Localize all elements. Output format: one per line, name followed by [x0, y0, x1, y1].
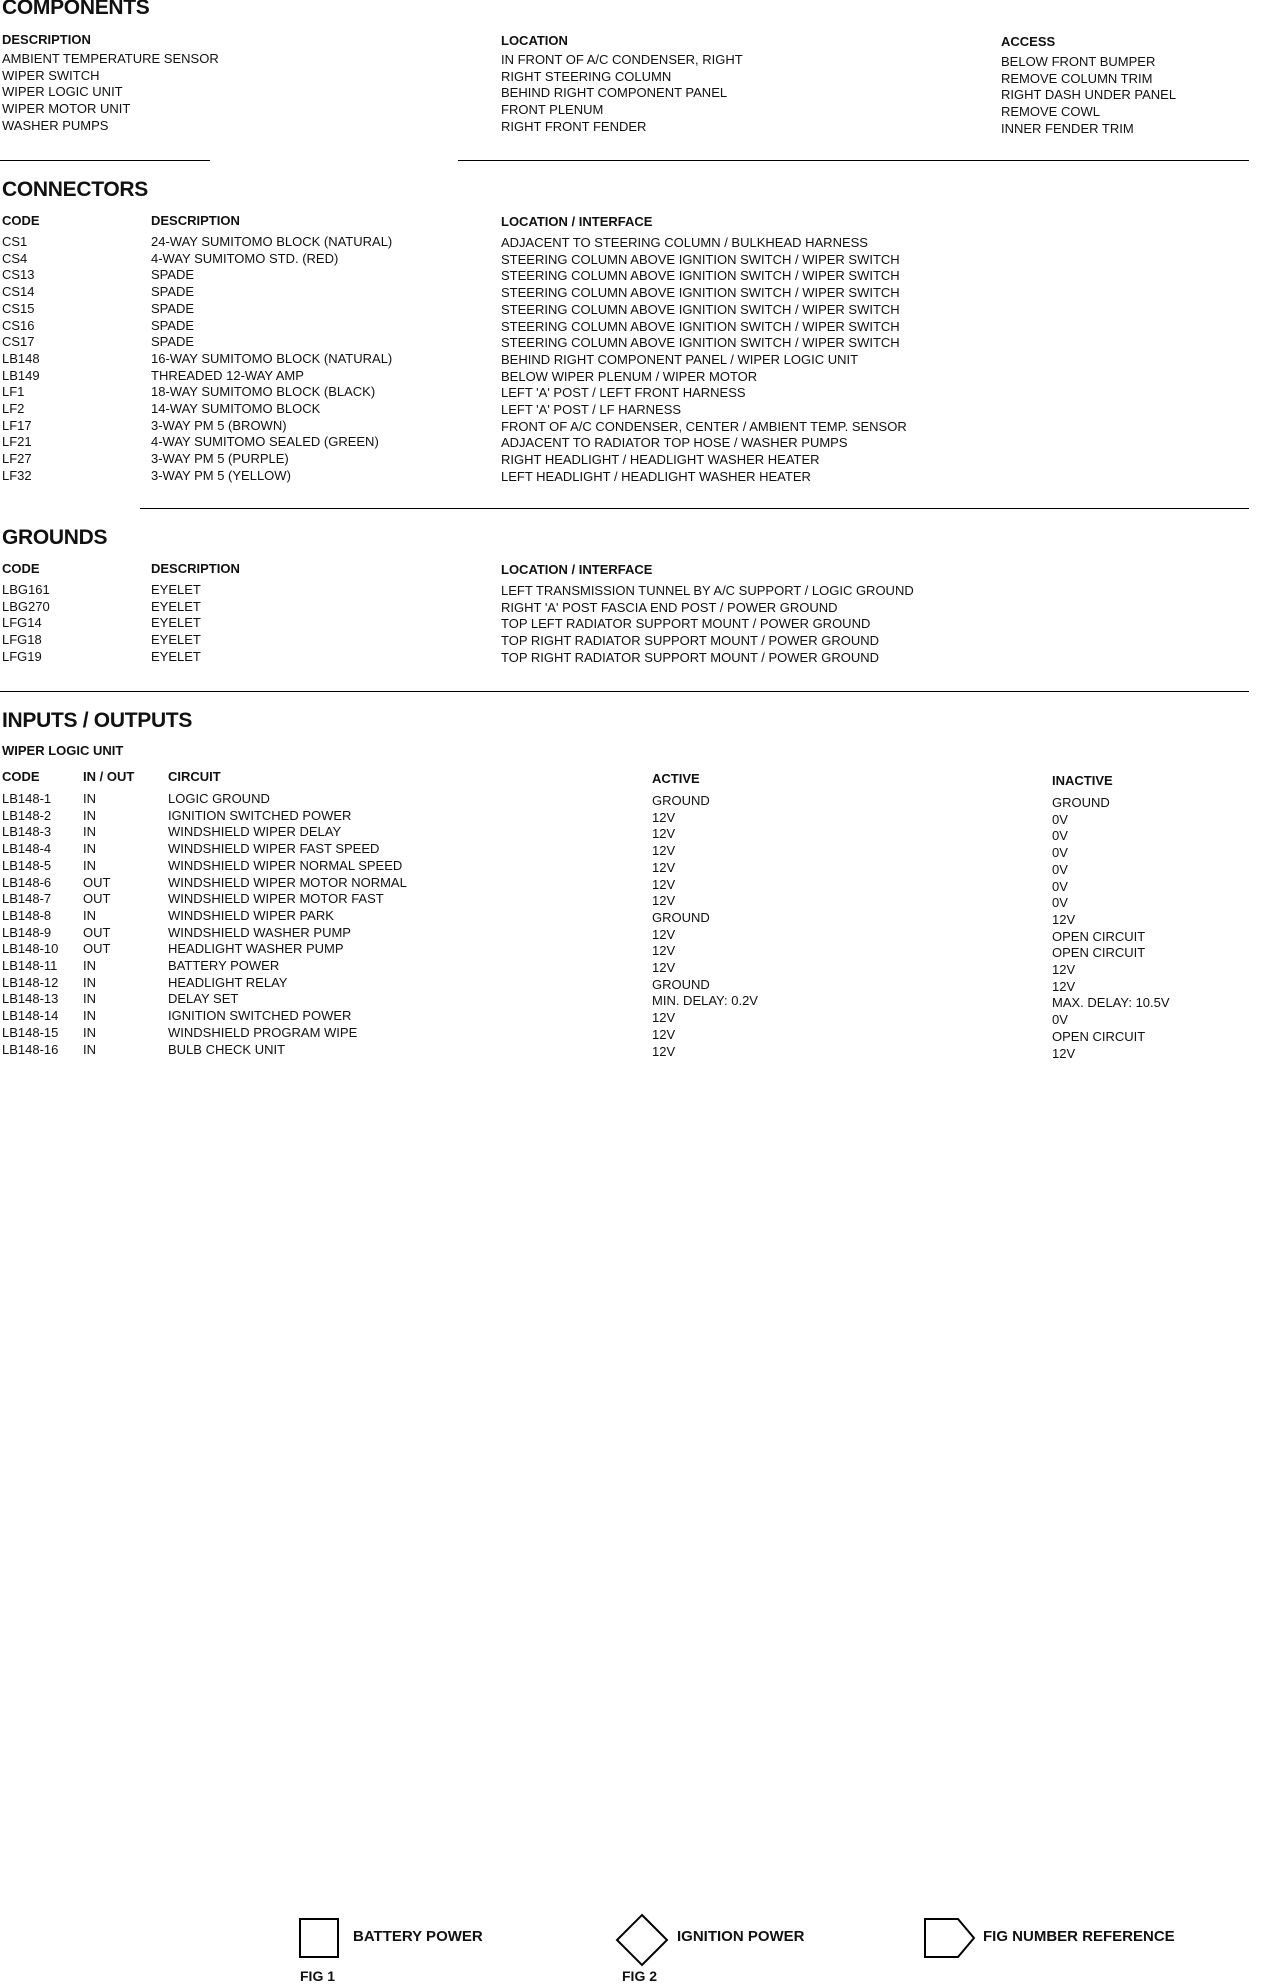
io-pin-code: LB148-15: [2, 1024, 59, 1040]
io-circuit-column: [168, 791, 407, 1058]
connectors-divider: [140, 508, 1249, 509]
io-circuit: WINDSHIELD WIPER NORMAL SPEED: [168, 857, 403, 873]
component-access: BELOW FRONT BUMPER: [1001, 54, 1156, 69]
io-circuit: HEADLIGHT RELAY: [168, 974, 288, 990]
component-description: AMBIENT TEMPERATURE SENSOR: [2, 51, 219, 66]
grounds-description-column: [151, 582, 201, 666]
io-active-value: 12V: [652, 859, 676, 875]
io-circuit: DELAY SET: [168, 991, 239, 1007]
io-code-column: [2, 791, 58, 1058]
io-active-value: 12V: [652, 826, 676, 842]
connector-description: SPADE: [151, 317, 195, 333]
component-access: INNER FENDER TRIM: [1001, 120, 1134, 136]
connector-code: CS16: [2, 317, 35, 333]
connector-description: 18-WAY SUMITOMO BLOCK (BLACK): [151, 384, 376, 400]
grounds-title: GROUNDS: [2, 526, 108, 549]
component-location: RIGHT FRONT FENDER: [501, 118, 647, 134]
io-active-value: MIN. DELAY: 0.2V: [652, 993, 758, 1009]
io-circuit: IGNITION SWITCHED POWER: [168, 1008, 352, 1024]
components-access-column: [1001, 54, 1176, 138]
connector-location: STEERING COLUMN ABOVE IGNITION SWITCH / WIPER SWITCH: [501, 268, 900, 284]
io-pin-code: LB148-16: [2, 1041, 59, 1057]
connector-description: SPADE: [151, 300, 195, 316]
io-circuit: WINDSHIELD WASHER PUMP: [168, 924, 351, 940]
connector-code: CS13: [2, 267, 35, 283]
io-active-value: 12V: [652, 1010, 676, 1026]
connector-location: STEERING COLUMN ABOVE IGNITION SWITCH / WIPER SWITCH: [501, 251, 900, 267]
io-inactive-value: 0V: [1052, 1012, 1068, 1028]
legend-fig-2: FIG 2: [622, 1968, 658, 1984]
components-divider-left: [0, 160, 210, 161]
connector-code: LB148: [2, 350, 40, 366]
io-pin-code: LB148-7: [2, 891, 52, 907]
io-inactive-value: 0V: [1052, 828, 1068, 844]
io-direction: OUT: [83, 874, 111, 890]
io-inout-column: [83, 791, 110, 1058]
io-inactive-value: 0V: [1052, 811, 1068, 827]
connector-code: LF1: [2, 384, 25, 400]
connector-location: LEFT HEADLIGHT / HEADLIGHT WASHER HEATER: [501, 468, 811, 484]
connectors-location-column: [501, 235, 907, 486]
io-header-inactive: INACTIVE: [1052, 773, 1113, 788]
legend-ignition-power: IGNITION POWER: [677, 1928, 805, 1945]
grounds-location-column: [501, 583, 914, 667]
io-inactive-column: [1052, 795, 1170, 1062]
component-location: BEHIND RIGHT COMPONENT PANEL: [501, 85, 728, 101]
grounds-divider: [0, 691, 1249, 692]
connector-description: 16-WAY SUMITOMO BLOCK (NATURAL): [151, 350, 393, 366]
ground-code: LFG14: [2, 615, 42, 631]
io-direction: OUT: [83, 924, 111, 940]
io-inactive-value: OPEN CIRCUIT: [1052, 928, 1146, 944]
io-inactive-value: GROUND: [1052, 795, 1110, 810]
legend-battery-power: BATTERY POWER: [353, 1928, 483, 1945]
connectors-title: CONNECTORS: [2, 178, 148, 201]
io-pin-code: LB148-8: [2, 907, 52, 923]
connector-location: ADJACENT TO STEERING COLUMN / BULKHEAD HARNESS: [501, 235, 868, 250]
connectors-header-location: LOCATION / INTERFACE: [501, 214, 653, 229]
legend-fig-1: FIG 1: [300, 1968, 336, 1984]
grounds-header-code: CODE: [2, 561, 40, 576]
io-inactive-value: 0V: [1052, 845, 1068, 861]
io-title: INPUTS / OUTPUTS: [2, 709, 193, 732]
io-direction: OUT: [83, 941, 111, 957]
io-circuit: HEADLIGHT WASHER PUMP: [168, 941, 344, 957]
io-active-value: 12V: [652, 893, 676, 909]
connector-description: 3-WAY PM 5 (BROWN): [151, 417, 287, 433]
connector-location: BELOW WIPER PLENUM / WIPER MOTOR: [501, 368, 758, 384]
ground-code: LBG270: [2, 598, 50, 614]
ground-description: EYELET: [151, 582, 201, 597]
io-active-value: 12V: [652, 843, 676, 859]
io-direction: IN: [83, 1041, 96, 1057]
connectors-header-code: CODE: [2, 213, 40, 228]
io-pin-code: LB148-1: [2, 791, 52, 806]
io-inactive-value: MAX. DELAY: 10.5V: [1052, 995, 1170, 1011]
connector-code: CS15: [2, 300, 35, 316]
component-access: REMOVE COLUMN TRIM: [1001, 70, 1153, 86]
io-direction: IN: [83, 841, 96, 857]
connector-location: LEFT 'A' POST / LEFT FRONT HARNESS: [501, 385, 746, 401]
connector-description: SPADE: [151, 267, 195, 283]
io-pin-code: LB148-12: [2, 974, 59, 990]
components-title: COMPONENTS: [2, 0, 150, 19]
ground-code: LFG19: [2, 648, 42, 664]
connector-code: LB149: [2, 367, 40, 383]
io-pin-code: LB148-5: [2, 857, 52, 873]
io-pin-code: LB148-10: [2, 941, 59, 957]
io-active-value: 12V: [652, 926, 676, 942]
io-pin-code: LB148-3: [2, 824, 52, 840]
connector-description: 24-WAY SUMITOMO BLOCK (NATURAL): [151, 234, 393, 249]
components-location-column: [501, 52, 743, 136]
io-circuit: LOGIC GROUND: [168, 791, 270, 806]
connector-location: STEERING COLUMN ABOVE IGNITION SWITCH / WIPER SWITCH: [501, 301, 900, 317]
connector-location: BEHIND RIGHT COMPONENT PANEL / WIPER LOGIC UNIT: [501, 351, 859, 367]
connector-code: LF21: [2, 434, 32, 450]
component-access: RIGHT DASH UNDER PANEL: [1001, 87, 1177, 103]
legend-fig-number-reference: FIG NUMBER REFERENCE: [983, 1928, 1175, 1945]
io-circuit: WINDSHIELD WIPER FAST SPEED: [168, 841, 380, 857]
connectors-header-description: DESCRIPTION: [151, 213, 240, 228]
io-direction: IN: [83, 857, 96, 873]
io-pin-code: LB148-2: [2, 807, 52, 823]
connector-code: LF2: [2, 401, 25, 417]
ground-description: EYELET: [151, 615, 201, 631]
io-subtitle: WIPER LOGIC UNIT: [2, 743, 124, 758]
io-active-value: GROUND: [652, 909, 710, 925]
io-header-code: CODE: [2, 769, 40, 784]
connector-description: SPADE: [151, 284, 195, 300]
connector-location: ADJACENT TO RADIATOR TOP HOSE / WASHER PUMPS: [501, 435, 848, 451]
io-direction: IN: [83, 807, 96, 823]
ground-description: EYELET: [151, 632, 201, 648]
ground-location: TOP RIGHT RADIATOR SUPPORT MOUNT / POWER GROUND: [501, 649, 880, 665]
connector-description: 3-WAY PM 5 (YELLOW): [151, 467, 291, 483]
grounds-header-location: LOCATION / INTERFACE: [501, 562, 653, 577]
io-active-value: 12V: [652, 960, 676, 976]
component-description: WIPER MOTOR UNIT: [2, 101, 131, 117]
io-header-inout: IN / OUT: [83, 769, 135, 784]
components-divider-right: [458, 160, 1249, 161]
io-pin-code: LB148-14: [2, 1008, 59, 1024]
connector-description: 4-WAY SUMITOMO STD. (RED): [151, 250, 339, 266]
io-circuit: WINDSHIELD WIPER PARK: [168, 907, 334, 923]
io-inactive-value: 0V: [1052, 861, 1068, 877]
io-circuit: WINDSHIELD WIPER MOTOR FAST: [168, 891, 384, 907]
io-direction: IN: [83, 824, 96, 840]
io-direction: OUT: [83, 891, 111, 907]
io-direction: IN: [83, 1008, 96, 1024]
connector-code: CS14: [2, 284, 35, 300]
io-pin-code: LB148-6: [2, 874, 52, 890]
io-inactive-value: 12V: [1052, 911, 1076, 927]
io-inactive-value: OPEN CIRCUIT: [1052, 1028, 1146, 1044]
components-header-location: LOCATION: [501, 33, 568, 48]
connector-location: STEERING COLUMN ABOVE IGNITION SWITCH / WIPER SWITCH: [501, 285, 900, 301]
io-inactive-value: 0V: [1052, 878, 1068, 894]
io-active-column: [652, 793, 758, 1060]
io-circuit: WINDSHIELD WIPER DELAY: [168, 824, 342, 840]
ground-code: LFG18: [2, 632, 42, 648]
ground-location: LEFT TRANSMISSION TUNNEL BY A/C SUPPORT / LOGIC GROUND: [501, 583, 914, 598]
io-inactive-value: 12V: [1052, 962, 1076, 978]
io-pin-code: LB148-11: [2, 958, 58, 974]
io-active-value: 12V: [652, 809, 676, 825]
connector-code: LF32: [2, 467, 32, 483]
connector-description: THREADED 12-WAY AMP: [151, 367, 304, 383]
component-description: WASHER PUMPS: [2, 117, 109, 133]
io-direction: IN: [83, 958, 96, 974]
component-description: WIPER SWITCH: [2, 67, 100, 83]
connector-description: SPADE: [151, 334, 195, 350]
io-direction: IN: [83, 1024, 96, 1040]
io-pin-code: LB148-4: [2, 841, 52, 857]
component-access: REMOVE COWL: [1001, 104, 1100, 120]
connector-code: LF17: [2, 417, 32, 433]
components-header-description: DESCRIPTION: [2, 32, 91, 47]
ground-location: RIGHT 'A' POST FASCIA END POST / POWER GROUND: [501, 599, 838, 615]
ignition-power-diamond-icon: [614, 1912, 670, 1968]
connector-location: STEERING COLUMN ABOVE IGNITION SWITCH / WIPER SWITCH: [501, 335, 900, 351]
io-pin-code: LB148-9: [2, 924, 52, 940]
io-active-value: 12V: [652, 1043, 676, 1059]
io-active-value: GROUND: [652, 976, 710, 992]
connector-location: FRONT OF A/C CONDENSER, CENTER / AMBIENT TEMP. SENSOR: [501, 418, 907, 434]
io-circuit: WINDSHIELD WIPER MOTOR NORMAL: [168, 874, 407, 890]
io-circuit: BATTERY POWER: [168, 958, 280, 974]
ground-location: TOP RIGHT RADIATOR SUPPORT MOUNT / POWER GROUND: [501, 633, 880, 649]
io-direction: IN: [83, 791, 96, 806]
connectors-code-column: [2, 234, 40, 485]
ground-description: EYELET: [151, 598, 201, 614]
grounds-header-description: DESCRIPTION: [151, 561, 240, 576]
io-direction: IN: [83, 991, 96, 1007]
connector-location: STEERING COLUMN ABOVE IGNITION SWITCH / WIPER SWITCH: [501, 318, 900, 334]
connectors-description-column: [151, 234, 392, 485]
io-circuit: BULB CHECK UNIT: [168, 1041, 286, 1057]
io-inactive-value: 0V: [1052, 895, 1068, 911]
io-header-circuit: CIRCUIT: [168, 769, 221, 784]
connector-description: 4-WAY SUMITOMO SEALED (GREEN): [151, 434, 379, 450]
connector-location: LEFT 'A' POST / LF HARNESS: [501, 402, 682, 418]
ground-description: EYELET: [151, 648, 201, 664]
ground-location: TOP LEFT RADIATOR SUPPORT MOUNT / POWER GROUND: [501, 616, 871, 632]
connector-code: CS1: [2, 234, 28, 249]
components-header-access: ACCESS: [1001, 34, 1056, 49]
connector-description: 3-WAY PM 5 (PURPLE): [151, 451, 289, 467]
connector-code: CS17: [2, 334, 35, 350]
component-location: IN FRONT OF A/C CONDENSER, RIGHT: [501, 52, 743, 67]
component-description: WIPER LOGIC UNIT: [2, 84, 123, 100]
io-inactive-value: OPEN CIRCUIT: [1052, 945, 1146, 961]
io-active-value: 12V: [652, 876, 676, 892]
io-circuit: IGNITION SWITCHED POWER: [168, 807, 352, 823]
grounds-code-column: [2, 582, 50, 666]
io-header-active: ACTIVE: [652, 771, 700, 786]
io-circuit: WINDSHIELD PROGRAM WIPE: [168, 1024, 358, 1040]
io-inactive-value: 12V: [1052, 1045, 1076, 1061]
io-direction: IN: [83, 907, 96, 923]
component-location: FRONT PLENUM: [501, 102, 604, 118]
io-inactive-value: 12V: [1052, 978, 1076, 994]
io-active-value: GROUND: [652, 793, 710, 808]
fig-number-reference-pentagon-icon: [922, 1917, 978, 1961]
battery-power-square-icon: [298, 1917, 342, 1961]
component-location: RIGHT STEERING COLUMN: [501, 68, 672, 84]
components-description-column: [2, 51, 219, 135]
ground-code: LBG161: [2, 582, 50, 597]
io-pin-code: LB148-13: [2, 991, 59, 1007]
connector-code: LF27: [2, 451, 32, 467]
connector-description: 14-WAY SUMITOMO BLOCK: [151, 401, 321, 417]
connector-code: CS4: [2, 250, 28, 266]
io-direction: IN: [83, 974, 96, 990]
io-active-value: 12V: [652, 1026, 676, 1042]
io-active-value: 12V: [652, 943, 676, 959]
connector-location: RIGHT HEADLIGHT / HEADLIGHT WASHER HEATER: [501, 452, 820, 468]
